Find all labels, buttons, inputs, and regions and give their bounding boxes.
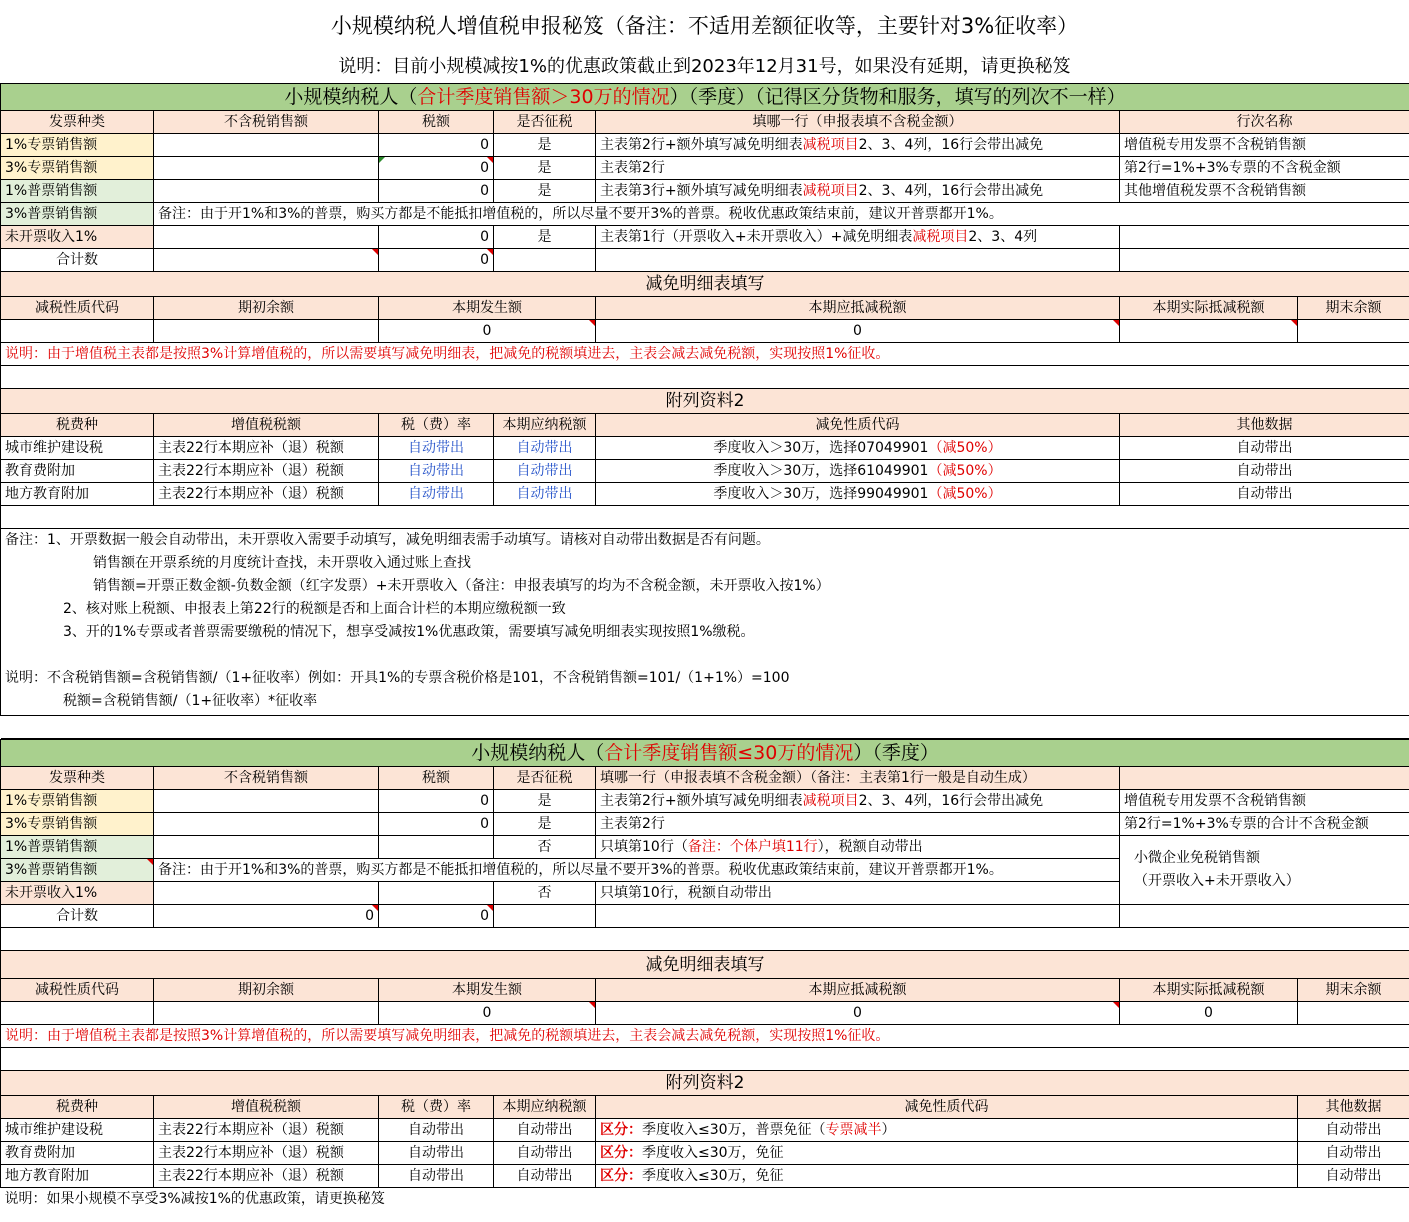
note-line: 销售额在开票系统的月度统计查找，未开票收入通过账上查找 xyxy=(93,555,471,571)
col-header: 发票种类 xyxy=(1,767,154,790)
note-line: 2、核对账上税额、申报表上第22行的税额是否和上面合计栏的本期应缴税额一致 xyxy=(63,601,566,617)
col-header: 本期发生额 xyxy=(379,979,596,1002)
col-header: 减免性质代码 xyxy=(596,414,1120,437)
line-name-cell: 其他增值税发票不含税销售额 xyxy=(1120,180,1409,203)
sales-cell[interactable] xyxy=(154,836,379,859)
rate: 自动带出 xyxy=(379,1165,494,1188)
col-header: 期初余额 xyxy=(154,297,379,320)
relief-code: 季度收入＞30万，选择07049901（减50%） xyxy=(596,437,1120,460)
due: 自动带出 xyxy=(494,1119,596,1142)
empty-cell xyxy=(596,249,1120,272)
levy-cell: 是 xyxy=(494,180,596,203)
col-header: 税（费）率 xyxy=(379,1096,494,1119)
annex-header-row xyxy=(1,414,1409,437)
relief-code: 区分：季度收入≤30万，免征 xyxy=(596,1165,1298,1188)
page-title: 小规模纳税人增值税申报秘笈（备注：不适用差额征收等，主要针对3%征收率） xyxy=(330,14,1079,38)
due: 自动带出 xyxy=(494,1142,596,1165)
col-header: 减税性质代码 xyxy=(1,297,154,320)
fill-line-cell: 主表第2行 xyxy=(596,813,1120,836)
relief-closing-cell[interactable] xyxy=(1298,320,1409,343)
empty-cell xyxy=(1120,905,1409,928)
tax-type: 教育费附加 xyxy=(1,1142,154,1165)
line-name-cell xyxy=(1120,836,1409,905)
invoice-type: 1%普票销售额 xyxy=(1,180,154,203)
table-row xyxy=(1,790,1409,813)
tax-base: 主表22行本期应补（退）税额 xyxy=(154,1119,379,1142)
tax-total: 0 xyxy=(379,249,494,272)
empty-cell xyxy=(494,905,596,928)
blank-row xyxy=(1,928,1409,951)
levy-cell: 是 xyxy=(494,790,596,813)
note-line: 税额=含税销售额/（1+征收率）*征收率 xyxy=(63,693,318,709)
tax-cell[interactable]: 0 xyxy=(379,813,494,836)
footer-note: 说明：如果小规模不享受3%减按1%的优惠政策，请更换秘笈 xyxy=(1,1188,1409,1211)
section-under-300k xyxy=(0,739,1409,1210)
col-header: 其他数据 xyxy=(1120,414,1409,437)
tax-type: 地方教育附加 xyxy=(1,483,154,506)
levy-cell: 否 xyxy=(494,882,596,905)
line-name-cell: 增值税专用发票不含税销售额 xyxy=(1120,134,1409,157)
relief-code: 区分：季度收入≤30万，免征 xyxy=(596,1142,1298,1165)
col-header: 是否征税 xyxy=(494,111,596,134)
invoice-type: 1%专票销售额 xyxy=(1,790,154,813)
relief-value-row xyxy=(1,1002,1409,1025)
tax-type: 地方教育附加 xyxy=(1,1165,154,1188)
other-data: 自动带出 xyxy=(1120,483,1409,506)
tax-type: 城市维护建设税 xyxy=(1,437,154,460)
col-header: 填哪一行（申报表填不含税金额） xyxy=(596,111,1120,134)
annex-row xyxy=(1,437,1409,460)
remark-cell: 备注：由于开1%和3%的普票，购买方都是不能抵扣增值税的，所以尽量不要开3%的普票。税收优惠政策结束前，建议开普票都开1%。 xyxy=(154,203,1409,226)
col-header: 其他数据 xyxy=(1298,1096,1409,1119)
sales-total: 0 xyxy=(154,905,379,928)
rate: 自动带出 xyxy=(379,1142,494,1165)
relief-incurred-cell[interactable]: 0 xyxy=(379,1002,596,1025)
tax-base: 主表22行本期应补（退）税额 xyxy=(154,460,379,483)
tax-total: 0 xyxy=(379,905,494,928)
col-header: 本期实际抵减税额 xyxy=(1120,979,1298,1002)
section-over-300k xyxy=(0,83,1409,739)
total-row xyxy=(1,905,1409,928)
tax-base: 主表22行本期应补（退）税额 xyxy=(154,1142,379,1165)
relief-code: 区分：季度收入≤30万，普票免征（专票减半） xyxy=(596,1119,1298,1142)
table-row xyxy=(1,813,1409,836)
relief-code: 季度收入＞30万，选择99049901（减50%） xyxy=(596,483,1120,506)
invoice-type: 3%普票销售额 xyxy=(1,859,154,882)
col-header: 行次名称 xyxy=(1120,111,1409,134)
rate: 自动带出 xyxy=(379,437,494,460)
due: 自动带出 xyxy=(494,460,596,483)
levy-cell: 否 xyxy=(494,836,596,859)
note-line: 说明：不含税销售额=含税销售额/（1+征收率）例如：开具1%的专票含税价格是101，不含税销售额=101/（1+1%）=100 xyxy=(5,670,790,686)
annex-title: 附列资料2 xyxy=(1,389,1409,414)
line-name-1: 小微企业免税销售额 xyxy=(1134,850,1260,866)
empty-cell xyxy=(494,249,596,272)
other-data: 自动带出 xyxy=(1298,1142,1409,1165)
table-row xyxy=(1,157,1409,180)
col-header: 增值税税额 xyxy=(154,414,379,437)
annex-row xyxy=(1,1119,1409,1142)
col-header: 税额 xyxy=(379,111,494,134)
col-header: 不含税销售额 xyxy=(154,767,379,790)
col-header: 是否征税 xyxy=(494,767,596,790)
annex-row xyxy=(1,1142,1409,1165)
due: 自动带出 xyxy=(494,483,596,506)
levy-cell: 是 xyxy=(494,134,596,157)
fill-line-cell: 只填第10行，税额自动带出 xyxy=(596,882,1120,905)
col-header: 减免性质代码 xyxy=(596,1096,1298,1119)
line-name-cell: 第2行=1%+3%专票的不含税金额 xyxy=(1120,157,1409,180)
col-header: 期末余额 xyxy=(1298,297,1409,320)
fill-line-cell: 主表第3行+额外填写减免明细表减税项目2、3、4列，16行会带出减免 xyxy=(596,180,1120,203)
invoice-type: 3%普票销售额 xyxy=(1,203,154,226)
col-header: 减税性质代码 xyxy=(1,979,154,1002)
relief-title: 减免明细表填写 xyxy=(1,272,1409,297)
other-data: 自动带出 xyxy=(1120,460,1409,483)
relief-header-row xyxy=(1,297,1409,320)
rate: 自动带出 xyxy=(379,483,494,506)
due: 自动带出 xyxy=(494,1165,596,1188)
blank-row xyxy=(1,506,1409,529)
relief-opening-cell[interactable] xyxy=(154,1002,379,1025)
fill-line-cell: 主表第2行 xyxy=(596,157,1120,180)
invoice-type: 3%专票销售额 xyxy=(1,157,154,180)
annex-row xyxy=(1,483,1409,506)
col-header: 税额 xyxy=(379,767,494,790)
table-row xyxy=(1,203,1409,226)
col-header: 本期应纳税额 xyxy=(494,1096,596,1119)
tax-base: 主表22行本期应补（退）税额 xyxy=(154,1165,379,1188)
total-label: 合计数 xyxy=(1,249,154,272)
invoice-type: 1%普票销售额 xyxy=(1,836,154,859)
relief-value-row xyxy=(1,320,1409,343)
relief-note: 说明：由于增值税主表都是按照3%计算增值税的，所以需要填写减免明细表，把减免的税额填进去，主表会减去减免税额，实现按照1%征收。 xyxy=(1,343,1409,366)
sales-cell[interactable] xyxy=(154,134,379,157)
col-header: 期初余额 xyxy=(154,979,379,1002)
tax-cell[interactable]: 0 xyxy=(379,180,494,203)
table-row xyxy=(1,134,1409,157)
table-header-row xyxy=(1,111,1409,134)
col-header: 填哪一行（申报表填不含税金额）（备注：主表第1行一般是自动生成） xyxy=(596,767,1120,790)
fill-line-cell: 主表第1行（开票收入+未开票收入）+减免明细表减税项目2、3、4列 xyxy=(596,226,1120,249)
col-header: 本期应抵减税额 xyxy=(596,979,1120,1002)
tax-cell[interactable]: 0 xyxy=(379,134,494,157)
total-label: 合计数 xyxy=(1,905,154,928)
tax-cell[interactable]: 0 xyxy=(379,226,494,249)
relief-closing-cell[interactable] xyxy=(1298,1002,1409,1025)
col-header: 期末余额 xyxy=(1298,979,1409,1002)
fill-line-cell: 主表第2行+额外填写减免明细表减税项目2、3、4列，16行会带出减免 xyxy=(596,790,1120,813)
sales-cell[interactable] xyxy=(154,790,379,813)
invoice-type: 未开票收入1% xyxy=(1,882,154,905)
levy-cell: 是 xyxy=(494,813,596,836)
note-line: 3、开的1%专票或者普票需要缴税的情况下，想享受减按1%优惠政策，需要填写减免明细表实现按照1%缴税。 xyxy=(63,624,755,640)
page-subtitle: 说明：目前小规模减按1%的优惠政策截止到2023年12月31号，如果没有延期，请更换秘笈 xyxy=(338,56,1071,77)
col-header: 税（费）率 xyxy=(379,414,494,437)
relief-note: 说明：由于增值税主表都是按照3%计算增值税的，所以需要填写减免明细表，把减免的税额填进去，主表会减去减免税额，实现按照1%征收。 xyxy=(1,1025,1409,1048)
other-data: 自动带出 xyxy=(1298,1165,1409,1188)
col-header: 本期实际抵减税额 xyxy=(1120,297,1298,320)
table-header-row xyxy=(1,767,1409,790)
line-name-2: （开票收入+未开票收入） xyxy=(1134,873,1300,889)
col-header: 发票种类 xyxy=(1,111,154,134)
relief-incurred-cell[interactable]: 0 xyxy=(379,320,596,343)
section-banner: 小规模纳税人（合计季度销售额≤30万的情况）（季度） xyxy=(1,740,1409,767)
col-header: 税费种 xyxy=(1,1096,154,1119)
section-banner: 小规模纳税人（合计季度销售额＞30万的情况）（季度）（记得区分货物和服务，填写的列次不一样） xyxy=(1,84,1409,111)
note-line: 备注：1、开票数据一般会自动带出，未开票收入需要手动填写，减免明细表需手动填写。请核对自动带出数据是否有问题。 xyxy=(5,532,770,548)
total-row xyxy=(1,249,1409,272)
annex-title: 附列资料2 xyxy=(1,1071,1409,1096)
relief-code: 季度收入＞30万，选择61049901（减50%） xyxy=(596,460,1120,483)
invoice-type: 3%专票销售额 xyxy=(1,813,154,836)
annex-row xyxy=(1,460,1409,483)
col-header: 税费种 xyxy=(1,414,154,437)
relief-deductible-cell[interactable]: 0 xyxy=(596,320,1120,343)
levy-cell: 是 xyxy=(494,157,596,180)
table-row xyxy=(1,836,1409,859)
col-header: 增值税税额 xyxy=(154,1096,379,1119)
relief-code-cell[interactable] xyxy=(1,1002,154,1025)
relief-title: 减免明细表填写 xyxy=(1,951,1409,979)
other-data: 自动带出 xyxy=(1120,437,1409,460)
annex-row xyxy=(1,1165,1409,1188)
tax-base: 主表22行本期应补（退）税额 xyxy=(154,437,379,460)
relief-actual-cell[interactable]: 0 xyxy=(1120,1002,1298,1025)
relief-opening-cell[interactable] xyxy=(154,320,379,343)
line-name-cell: 增值税专用发票不含税销售额 xyxy=(1120,790,1409,813)
other-data: 自动带出 xyxy=(1298,1119,1409,1142)
col-header: 不含税销售额 xyxy=(154,111,379,134)
relief-deductible-cell[interactable]: 0 xyxy=(596,1002,1120,1025)
tax-type: 城市维护建设税 xyxy=(1,1119,154,1142)
tax-cell[interactable]: 0 xyxy=(379,790,494,813)
tax-base: 主表22行本期应补（退）税额 xyxy=(154,483,379,506)
sales-total xyxy=(154,249,379,272)
col-header: 本期应纳税额 xyxy=(494,414,596,437)
blank-row xyxy=(1,716,1409,739)
blank-row xyxy=(1,1048,1409,1071)
sales-cell[interactable] xyxy=(154,157,379,180)
empty-cell xyxy=(1120,249,1409,272)
table-row xyxy=(1,180,1409,203)
sales-cell[interactable] xyxy=(154,180,379,203)
blank-row xyxy=(1,366,1409,389)
col-header: 本期发生额 xyxy=(379,297,596,320)
tax-cell[interactable] xyxy=(379,882,494,905)
invoice-type: 未开票收入1% xyxy=(1,226,154,249)
tax-cell[interactable] xyxy=(379,836,494,859)
note-line: 销售额=开票正数金额-负数金额（红字发票）+未开票收入（备注：申报表填写的均为不含税金额，未开票收入按1%） xyxy=(93,578,830,594)
fill-line-cell: 主表第2行+额外填写减免明细表减税项目2、3、4列，16行会带出减免 xyxy=(596,134,1120,157)
relief-code-cell[interactable] xyxy=(1,320,154,343)
fill-line-cell: 只填第10行（备注：个体户填11行），税额自动带出 xyxy=(596,836,1120,859)
annex-header-row xyxy=(1,1096,1409,1119)
tax-type: 教育费附加 xyxy=(1,460,154,483)
col-header: 本期应抵减税额 xyxy=(596,297,1120,320)
table-row xyxy=(1,226,1409,249)
line-name-cell: 第2行=1%+3%专票的合计不含税金额 xyxy=(1120,813,1409,836)
relief-header-row xyxy=(1,979,1409,1002)
rate: 自动带出 xyxy=(379,460,494,483)
line-name-cell xyxy=(1120,226,1409,249)
invoice-type: 1%专票销售额 xyxy=(1,134,154,157)
rate: 自动带出 xyxy=(379,1119,494,1142)
empty-cell xyxy=(596,905,1120,928)
sales-cell[interactable] xyxy=(154,813,379,836)
sales-cell[interactable] xyxy=(154,226,379,249)
relief-actual-cell[interactable] xyxy=(1120,320,1298,343)
sales-cell[interactable] xyxy=(154,882,379,905)
levy-cell: 是 xyxy=(494,226,596,249)
tax-cell[interactable]: 0 xyxy=(379,157,494,180)
due: 自动带出 xyxy=(494,437,596,460)
empty-header xyxy=(1120,767,1409,790)
remark-cell: 备注：由于开1%和3%的普票，购买方都是不能抵扣增值税的，所以尽量不要开3%的普票。税收优惠政策结束前，建议开普票都开1%。 xyxy=(154,859,1120,882)
notes-block xyxy=(1,529,1409,716)
